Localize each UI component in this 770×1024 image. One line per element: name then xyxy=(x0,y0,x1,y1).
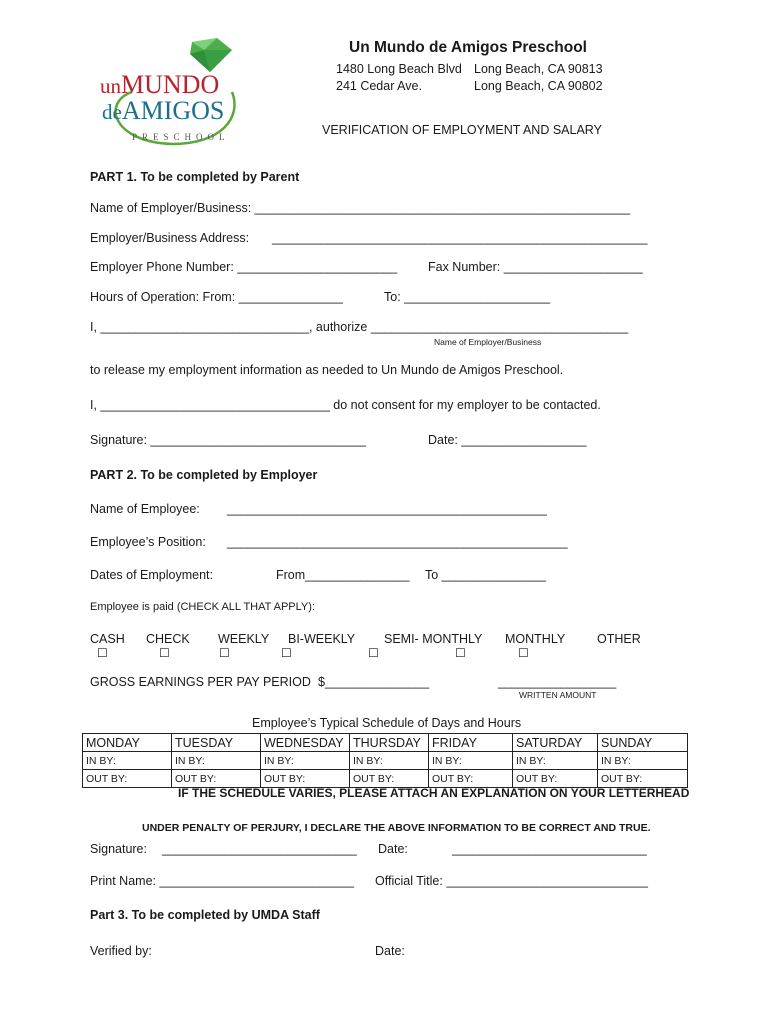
pay-option-biweekly: BI-WEEKLY xyxy=(288,632,356,646)
employer-signature-label: Signature: xyxy=(90,842,147,856)
employee-position-field[interactable]: _________________________________________________ xyxy=(227,535,568,549)
school-name: Un Mundo de Amigos Preschool xyxy=(349,39,587,56)
checkbox-cash[interactable]: ☐ xyxy=(97,646,108,660)
employer-address-label: Employer/Business Address: xyxy=(90,231,250,245)
no-consent-field[interactable]: I, _________________________________ do not consent for my employer to be contacted. xyxy=(90,398,601,412)
day-wednesday: WEDNESDAY xyxy=(261,734,350,752)
employer-date-field[interactable]: ____________________________ xyxy=(452,842,647,856)
employer-address-field[interactable]: ______________________________________________________ xyxy=(272,231,648,245)
staff-date-label: Date: xyxy=(375,944,405,958)
pay-type-label: Employee is paid (CHECK ALL THAT APPLY): xyxy=(90,601,315,613)
in-by-monday[interactable]: IN BY: xyxy=(83,752,172,770)
dates-from-field[interactable]: From_______________ xyxy=(276,568,410,582)
employee-position-label: Employee’s Position: xyxy=(90,535,206,549)
employer-name-field[interactable]: Name of Employer/Business: ______________________________________________________ xyxy=(90,201,631,215)
dates-to-field[interactable]: To _______________ xyxy=(425,568,546,582)
out-by-thursday[interactable]: OUT BY: xyxy=(350,770,429,788)
logo-preschool: PRESCHOOL xyxy=(132,132,230,142)
checkbox-check[interactable]: ☐ xyxy=(159,646,170,660)
out-by-tuesday[interactable]: OUT BY: xyxy=(172,770,261,788)
out-by-wednesday[interactable]: OUT BY: xyxy=(261,770,350,788)
written-amount-field[interactable]: _________________ xyxy=(498,675,617,689)
print-name-field[interactable]: Print Name: ____________________________ xyxy=(90,874,355,888)
pay-option-semimonthly: SEMI- MONTHLY xyxy=(384,632,483,646)
hours-to-field[interactable]: To: _____________________ xyxy=(384,290,551,304)
school-logo xyxy=(92,32,252,152)
employer-date-label: Date: xyxy=(378,842,408,856)
out-by-friday[interactable]: OUT BY: xyxy=(429,770,513,788)
checkbox-other[interactable]: ☐ xyxy=(518,646,529,660)
gross-earnings-label: GROSS EARNINGS PER PAY PERIOD xyxy=(90,675,311,689)
day-friday: FRIDAY xyxy=(429,734,513,752)
part3-heading: Part 3. To be completed by UMDA Staff xyxy=(90,908,320,922)
parent-signature-field[interactable]: Signature: _______________________________ xyxy=(90,433,366,447)
in-by-saturday[interactable]: IN BY: xyxy=(513,752,598,770)
release-text: to release my employment information as needed to Un Mundo de Amigos Preschool. xyxy=(90,363,564,377)
logo-de: de xyxy=(102,100,122,124)
address-line-1-left: 1480 Long Beach Blvd xyxy=(336,62,462,76)
gross-earnings-field[interactable]: $_______________ xyxy=(318,675,430,689)
out-by-monday[interactable]: OUT BY: xyxy=(83,770,172,788)
in-by-tuesday[interactable]: IN BY: xyxy=(172,752,261,770)
in-by-friday[interactable]: IN BY: xyxy=(429,752,513,770)
pay-option-check: CHECK xyxy=(146,632,190,646)
checkbox-biweekly[interactable]: ☐ xyxy=(281,646,292,660)
out-by-sunday[interactable]: OUT BY: xyxy=(598,770,688,788)
pay-option-cash: CASH xyxy=(90,632,125,646)
dates-label: Dates of Employment: xyxy=(90,568,213,582)
day-monday: MONDAY xyxy=(83,734,172,752)
in-by-sunday[interactable]: IN BY: xyxy=(598,752,688,770)
pay-option-weekly: WEEKLY xyxy=(218,632,270,646)
schedule-table xyxy=(82,733,688,788)
employer-phone-field[interactable]: Employer Phone Number: _______________________ xyxy=(90,260,398,274)
verified-by-label: Verified by: xyxy=(90,944,152,958)
employee-name-field[interactable]: ______________________________________________ xyxy=(227,502,547,516)
employer-signature-field[interactable]: ____________________________ xyxy=(162,842,357,856)
pay-option-other: OTHER xyxy=(597,632,641,646)
checkbox-semimonthly[interactable]: ☐ xyxy=(368,646,379,660)
logo-mundo: MUNDO xyxy=(121,70,220,99)
in-by-thursday[interactable]: IN BY: xyxy=(350,752,429,770)
day-sunday: SUNDAY xyxy=(598,734,688,752)
address-line-2-left: 241 Cedar Ave. xyxy=(336,79,422,93)
day-saturday: SATURDAY xyxy=(513,734,598,752)
fax-field[interactable]: Fax Number: ____________________ xyxy=(428,260,643,274)
written-amount-caption: WRITTEN AMOUNT xyxy=(519,690,597,700)
authorize-field[interactable]: I, ______________________________, authorize _____________________________________ xyxy=(90,320,629,334)
out-by-saturday[interactable]: OUT BY: xyxy=(513,770,598,788)
official-title-field[interactable]: Official Title: _____________________________ xyxy=(375,874,648,888)
logo-un: un xyxy=(100,74,121,98)
logo-amigos: AMIGOS xyxy=(121,96,225,125)
address-line-2-right: Long Beach, CA 90802 xyxy=(474,79,603,93)
hours-from-field[interactable]: Hours of Operation: From: _______________ xyxy=(90,290,343,304)
authorize-caption: Name of Employer/Business xyxy=(434,337,542,347)
logo-line2 xyxy=(102,96,224,126)
parent-date-field[interactable]: Date: __________________ xyxy=(428,433,587,447)
employee-name-label: Name of Employee: xyxy=(90,502,200,516)
part1-heading: PART 1. To be completed by Parent xyxy=(90,170,300,184)
in-by-wednesday[interactable]: IN BY: xyxy=(261,752,350,770)
part2-heading: PART 2. To be completed by Employer xyxy=(90,468,318,482)
day-thursday: THURSDAY xyxy=(350,734,429,752)
form-title: VERIFICATION OF EMPLOYMENT AND SALARY xyxy=(322,123,602,137)
day-tuesday: TUESDAY xyxy=(172,734,261,752)
pay-option-monthly: MONTHLY xyxy=(505,632,566,646)
perjury-statement: UNDER PENALTY OF PERJURY, I DECLARE THE ABOVE INFORMATION TO BE CORRECT AND TRUE. xyxy=(142,822,651,834)
checkbox-monthly[interactable]: ☐ xyxy=(455,646,466,660)
schedule-title: Employee’s Typical Schedule of Days and Hours xyxy=(252,716,522,730)
schedule-note: IF THE SCHEDULE VARIES, PLEASE ATTACH AN EXPLANATION ON YOUR LETTERHEAD xyxy=(178,786,690,800)
address-line-1-right: Long Beach, CA 90813 xyxy=(474,62,603,76)
checkbox-weekly[interactable]: ☐ xyxy=(219,646,230,660)
